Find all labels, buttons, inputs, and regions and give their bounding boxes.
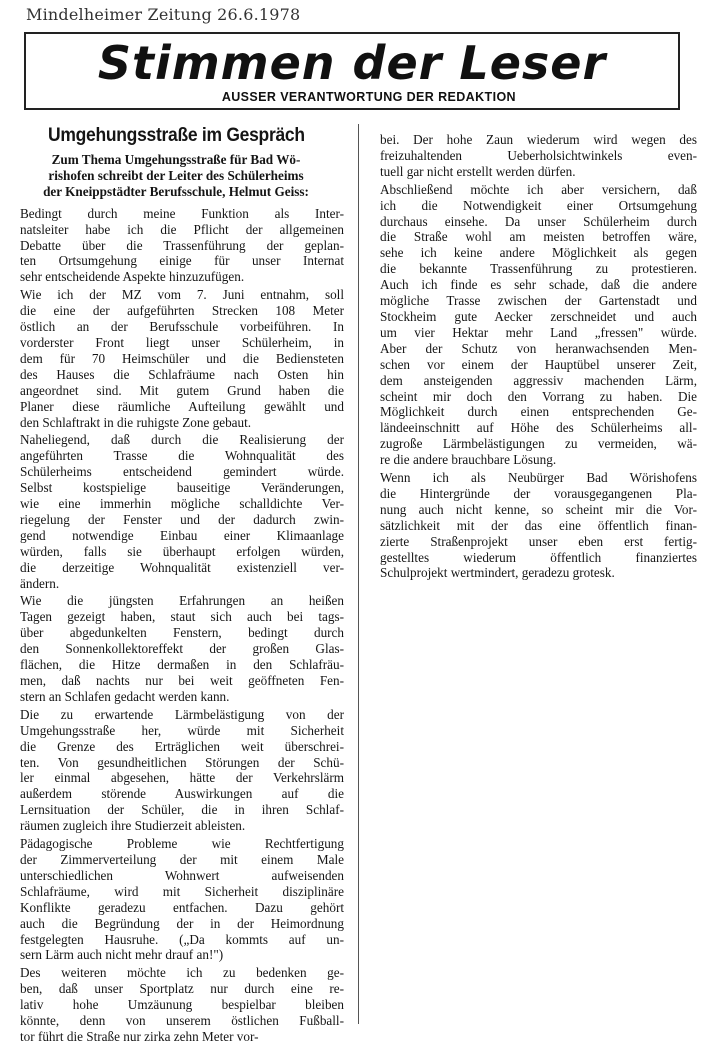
text-line: ten Ortsumgehung einige für unser Internat: [20, 253, 344, 269]
text-line: ten. Von gesundheitlichen Störungen der Schü-: [20, 754, 344, 770]
text-line: Schlafräume, wird mit Sicherheit disziplinäre: [20, 883, 344, 899]
text-line: Wenn ich als Neubürger Bad Wörishofens: [380, 470, 697, 486]
text-line: außerdem störende Auswirkungen auf die: [20, 786, 344, 802]
text-line: Tagen gezeigt haben, staut sich auch bei tags-: [20, 609, 344, 625]
text-line: die Grenze des Erträglichen weit überschrei-: [20, 738, 344, 754]
masthead-subtitle: AUSSER VERANTWORTUNG DER REDAKTION: [221, 90, 516, 104]
text-line: natsleiter habe ich die Pflicht der allgemeinen: [20, 221, 344, 237]
text-line: Auch ich finde es sehr schade, daß die andere: [380, 277, 697, 293]
text-line: freizuhaltenden Ueberholsichtwinkels even-: [380, 147, 697, 163]
masthead-title: Stimmen der Leser: [97, 36, 607, 90]
text-line: räumen zugleich ihre Studierzeit ableisten.: [20, 818, 246, 834]
text-line: Abschließend möchte ich aber versichern, daß: [380, 181, 697, 197]
text-line: ben, daß unser Sportplatz nur durch eine re-: [20, 981, 344, 997]
text-line: angeführten Trasse die Wohnqualität des: [20, 448, 344, 464]
paragraph: [8, 432, 344, 591]
text-line: vorderster Front liegt unser Schülerheim, in: [20, 334, 344, 350]
text-line: ländeeinschnitt auf Höhe des Schülerheims all-: [380, 420, 697, 436]
text-line: die eine der aufgeführten Strecken 108 Meter: [20, 303, 344, 319]
text-line: scheint mir doch den Vorrang zu haben. Die: [380, 388, 697, 404]
text-line: die bekannte Trassenführung zu protestieren.: [380, 261, 697, 277]
text-line: durchaus einsehe. Da unser Schülerheim durch: [380, 213, 697, 229]
text-line: Des weiteren möchte ich zu bedenken ge-: [20, 965, 344, 981]
text-line: Stockheim gute Aecker zerschneidet und auch: [380, 308, 697, 324]
text-line: bei. Der hohe Zaun wiederum wird wegen des: [380, 132, 697, 147]
text-line: angeordnet sind. Mit gutem Grund haben die: [20, 382, 344, 398]
text-line: die derzeitige Wohnqualität existenziell ver-: [20, 559, 344, 575]
paragraph: [8, 206, 344, 286]
paragraph: [8, 593, 344, 704]
paragraph: [8, 287, 344, 430]
text-line: den Schlaftrakt in die ruhigste Zone gebaut.: [20, 414, 252, 430]
text-line: gestelltes wiederum öffentlich finanziertes: [380, 549, 697, 565]
text-line: östlich an der Berufsschule vorbeiführen. In: [20, 319, 344, 335]
text-line: könnte, denn von unserem östlichen Fußball-: [20, 1013, 344, 1029]
text-line: Debatte über die Trassenführung der geplan-: [20, 237, 344, 253]
text-line: schen vor einem der Hauptübel unserer Zeit,: [380, 356, 697, 372]
text-line: gend notwendige Einbau einer Klimaanlage: [20, 527, 344, 543]
paragraph: [8, 965, 344, 1045]
text-line: würden, falls sie überhaupt erfolgen würden,: [20, 543, 344, 559]
article-column-left: [8, 124, 344, 1047]
text-line: ler einmal abgesehen, hätte der Verkehrslärm: [20, 770, 344, 786]
text-line: Selbst kostspielige bauseitige Veränderungen,: [20, 480, 344, 496]
text-line: zierte Straßenprojekt unser eben erst fertig-: [380, 533, 697, 549]
text-line: Planer diese räumliche Aufteilung gewählt und: [20, 398, 344, 414]
text-line: stern an Schlafen gedacht werden kann.: [20, 688, 230, 704]
newspaper-source-label: Mindelheimer Zeitung 26.6.1978: [26, 5, 301, 24]
text-line: um vier Hektar mehr Land „fressen" würde.: [380, 324, 697, 340]
text-line: ändern.: [20, 575, 60, 591]
article-intro: [8, 152, 344, 202]
text-line: flächen, die Hitze dermaßen in den Schlafräu-: [20, 657, 344, 673]
text-line: festgelegten Hausruhe. („Da kommts auf un-: [20, 931, 344, 947]
masthead-box: [24, 32, 680, 110]
text-line: des Hauses die Schlafräume nach Osten hin: [20, 366, 344, 382]
text-line: Aber der Schutz von heranwachsenden Men-: [380, 340, 697, 356]
text-line: die Straße wohl am meisten betroffen wäre,: [380, 229, 697, 245]
text-line: den Sonnenkollektoreffekt der großen Glas-: [20, 641, 344, 657]
text-line: dem für 70 Heimschüler und die Bediensteten: [20, 350, 344, 366]
text-line: sätzlichkeit mit der das eine öffentlich finan-: [380, 517, 697, 533]
text-line: Wie die jüngsten Erfahrungen an heißen: [20, 593, 344, 609]
text-line: riegelung der Fenster und der dadurch zwin-: [20, 511, 344, 527]
column-divider: [358, 124, 359, 1024]
paragraph: [368, 182, 697, 468]
text-line: sehe ich keine andere Möglichkeit als gegen: [380, 245, 697, 261]
text-line: der Zimmerverteilung der mit einem Male: [20, 851, 344, 867]
text-line: unterschiedlichen Wohnwert aufweisenden: [20, 867, 344, 883]
article-title: Umgehungsstraße im Gespräch: [48, 125, 305, 146]
paragraph: [368, 132, 697, 180]
text-line: wie eine immerhin mögliche schalldichte Ver-: [20, 496, 344, 512]
text-line: die Hintergründe der vorausgegangenen Pla-: [380, 485, 697, 501]
left-paragraphs: [8, 206, 344, 1045]
text-line: mögliche Trasse zwischen der Gartenstadt und: [380, 293, 697, 309]
text-line: Schulprojekt wertmindert, geradezu grotesk.: [380, 565, 615, 581]
intro-line: rishofen schreibt der Leiter des Schülerheims: [48, 167, 304, 183]
text-line: men, daß nachts nur bei weit geöffneten Fen-: [20, 673, 344, 688]
text-line: Lernsituation der Schüler, die in ihren Schlaf-: [20, 802, 344, 818]
text-line: Konflikte geradezu entfachen. Dazu gehört: [20, 899, 344, 915]
intro-line: Zum Thema Umgehungsstraße für Bad Wö-: [51, 152, 301, 167]
text-line: ich die Notwendigkeit einer Ortsumgehung: [380, 197, 697, 213]
text-line: Pädagogische Probleme wie Rechtfertigung: [20, 836, 344, 852]
text-line: lativ hohe Umzäunung bespielbar bleiben: [20, 997, 344, 1013]
text-line: Naheliegend, daß durch die Realisierung der: [20, 432, 344, 448]
text-line: sehr entscheidende Aspekte hinzuzufügen.: [20, 269, 245, 285]
right-paragraphs: [368, 132, 697, 581]
text-line: nung auch nicht kenne, so scheint mir die Vor-: [380, 501, 697, 517]
article-column-right: [368, 132, 697, 583]
text-line: zugroße Lärmbelästigungen zu vermeiden, wä-: [380, 436, 697, 452]
text-line: über abgedunkelten Fenstern, bedingt durch: [20, 625, 344, 641]
text-line: tor führt die Straße nur zirka zehn Meter vor-: [20, 1028, 259, 1044]
paragraph: [8, 707, 344, 834]
text-line: Bedingt durch meine Funktion als Inter-: [20, 205, 344, 221]
paragraph: [368, 470, 697, 581]
paragraph: [8, 836, 344, 963]
text-line: Umgehungsstraße her, würde mit Sicherheit: [20, 722, 344, 738]
text-line: Schülerheims entscheidend gemindert würde.: [20, 464, 344, 480]
text-line: re die andere brauchbare Lösung.: [380, 452, 557, 468]
text-line: auch die Begründung der in der Heimordnung: [20, 915, 344, 931]
text-line: Möglichkeit durch einen entsprechenden Ge-: [380, 404, 697, 420]
intro-line: der Kneippstädter Berufsschule, Helmut Geiss:: [43, 183, 309, 199]
text-line: Die zu erwartende Lärmbelästigung von der: [20, 706, 344, 722]
text-line: sern Lärm auch nicht mehr drauf an!"): [20, 947, 224, 963]
text-line: Wie ich der MZ vom 7. Juni entnahm, soll: [20, 287, 344, 303]
text-line: tuell gar nicht erstellt werden dürfen.: [380, 163, 576, 179]
text-line: dem ansteigenden aggressiv machenden Lärm,: [380, 372, 697, 388]
